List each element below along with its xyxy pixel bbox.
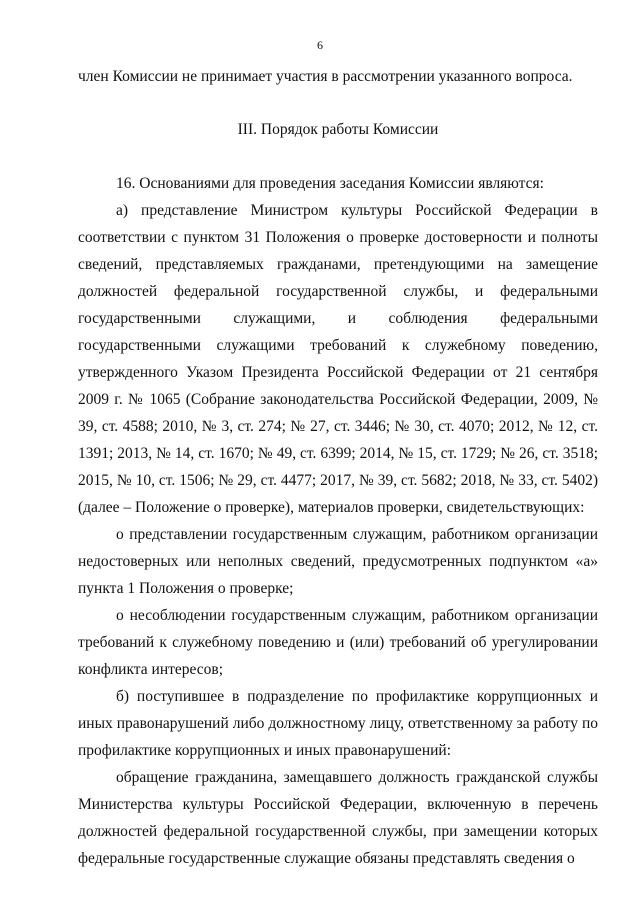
- paragraph-subitem-b1: обращение гражданина, замещавшего должность гражданской службы Министерства культуры Российской Федерации, включенную в перечень должностей федеральной государственной службы, при замещении которых федеральные государственные служащие обязаны представлять сведения о: [78, 769, 598, 867]
- section-heading: III. Порядок работы Комиссии: [237, 121, 439, 138]
- paragraph-subitem-a1: о представлении государственным служащим, работником организации недостоверных или неполных сведений, предусмотренных подпунктом «а» пункта 1 Положения о проверке;: [78, 526, 598, 597]
- page-number: 6: [317, 38, 323, 52]
- document-body: [78, 63, 598, 872]
- paragraph-16-intro: 16. Основаниями для проведения заседания Комиссии являются:: [116, 175, 544, 192]
- continuation-paragraph: член Комиссии не принимает участия в рассмотрении указанного вопроса.: [78, 68, 573, 85]
- paragraph-item-b: б) поступившее в подразделение по профилактике коррупционных и иных правонарушений либо должностному лицу, ответственному за работу по профилактике коррупционных и иных правонарушений:: [78, 688, 598, 759]
- paragraph-item-a: а) представление Министром культуры Российской Федерации в соответствии с пунктом 31 Положения о проверке достоверности и полноты сведений, представляемых гражданами, претендующими на замещение должностей федеральной государственной службы, и федеральными государственными служащими, и соблюдения федеральными государственными служащими требований к служебному поведению, утвержденного Указом Президента Российской Федерации от 21 сентября 2009 г. № 1065 (Собрание законодательства Российской Федерации, 2009, № 39, ст. 4588; 2010, № 3, ст. 274; № 27, ст. 3446; № 30, ст. 4070; 2012, № 12, ст. 1391; 2013, № 14, ст. 1670; № 49, ст. 6399; 2014, № 15, ст. 1729; № 26, ст. 3518; 2015, № 10, ст. 1506; № 29, ст. 4477; 2017, № 39, ст. 5682; 2018, № 33, ст. 5402) (далее – Положение о проверке), материалов проверки, свидетельствующих:: [78, 202, 598, 516]
- paragraph-subitem-a2: о несоблюдении государственным служащим, работником организации требований к служебному поведению и (или) требований об урегулировании конфликта интересов;: [78, 607, 598, 678]
